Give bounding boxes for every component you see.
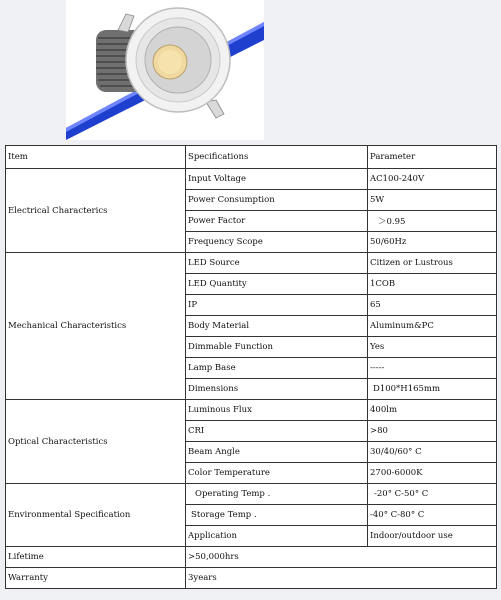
value-cell: D100*H165mm — [368, 379, 497, 400]
value-cell: Aluminum&PC — [368, 316, 497, 337]
spec-cell: Body Material — [186, 316, 368, 337]
value-cell: 2700-6000K — [368, 463, 497, 484]
value-cell: -40° C-80° C — [368, 505, 497, 526]
value-cell: 1COB — [368, 274, 497, 295]
group-mechanical: Mechanical Characteristics — [6, 253, 186, 400]
value-cell: -20° C-50° C — [368, 484, 497, 505]
value-cell: AC100-240V — [368, 169, 497, 190]
spec-cell: IP — [186, 295, 368, 316]
spec-cell: Application — [186, 526, 368, 547]
spec-cell: Power Consumption — [186, 190, 368, 211]
spec-cell: Input Voltage — [186, 169, 368, 190]
spec-cell: Luminous Flux — [186, 400, 368, 421]
spec-cell: LED Source — [186, 253, 368, 274]
table-row — [6, 547, 497, 568]
value-cell: 50/60Hz — [368, 232, 497, 253]
value-cell: ＞0.95 — [368, 211, 497, 232]
value-cell: Citizen or Lustrous — [368, 253, 497, 274]
spec-cell: Storage Temp . — [186, 505, 368, 526]
header-specifications: Specifications — [186, 146, 368, 169]
table-header-row — [6, 146, 497, 169]
spec-cell: Frequency Scope — [186, 232, 368, 253]
group-optical: Optical Characteristics — [6, 400, 186, 484]
value-cell: 400lm — [368, 400, 497, 421]
spec-cell: Dimensions — [186, 379, 368, 400]
spec-cell: Dimmable Function — [186, 337, 368, 358]
table-row — [6, 169, 497, 190]
spec-cell: Operating Temp . — [186, 484, 368, 505]
value-cell: ----- — [368, 358, 497, 379]
value-cell: >80 — [368, 421, 497, 442]
value-cell: 30/40/60° C — [368, 442, 497, 463]
spec-cell: LED Quantity — [186, 274, 368, 295]
table-row — [6, 400, 497, 421]
value-cell: 5W — [368, 190, 497, 211]
header-item: Item — [6, 146, 186, 169]
spec-cell: Lamp Base — [186, 358, 368, 379]
value-cell: >50,000hrs — [186, 547, 497, 568]
spec-cell: Color Temperature — [186, 463, 368, 484]
spec-cell: Power Factor — [186, 211, 368, 232]
item-warranty: Warranty — [6, 568, 186, 589]
value-cell: Yes — [368, 337, 497, 358]
table-row — [6, 484, 497, 505]
value-cell: 3years — [186, 568, 497, 589]
spec-table — [5, 145, 497, 589]
value-cell: Indoor/outdoor use — [368, 526, 497, 547]
table-row — [6, 568, 497, 589]
group-environmental: Environmental Specification — [6, 484, 186, 547]
spec-cell: CRI — [186, 421, 368, 442]
group-electrical: Electrical Characterics — [6, 169, 186, 253]
header-parameter: Parameter — [368, 146, 497, 169]
spec-cell: Beam Angle — [186, 442, 368, 463]
table-row — [6, 253, 497, 274]
downlight-illustration — [66, 0, 264, 140]
item-lifetime: Lifetime — [6, 547, 186, 568]
product-photo — [66, 0, 264, 140]
value-cell: 65 — [368, 295, 497, 316]
